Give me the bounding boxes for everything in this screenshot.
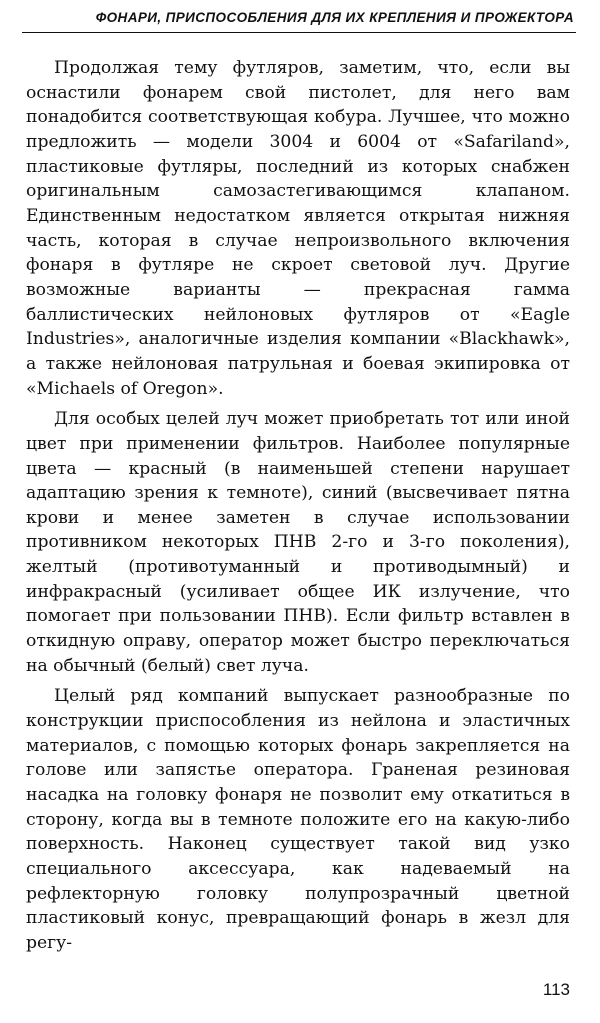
running-header — [22, 10, 576, 38]
paragraph-mounts: Целый ряд компаний выпускает разнообразные по конструкции приспособления из нейлона и эластичных материалов, с помощью которых фонарь закрепляется на голове или запястье оператора. Граненая резиновая насадка на головку фонаря не позволит ему откатиться в сторону, когда вы в темноте положите его на какую-либо поверхность. Наконец существует такой вид узко специального аксессуара, как надеваемый на рефлекторную головку полупрозрачный цветной пластиковый конус, превращающий фонарь в жезл для регу- — [26, 686, 570, 953]
header-rule — [22, 32, 576, 33]
paragraph-filters: Для особых целей луч может приобретать тот или иной цвет при применении фильтров. Наиболее популярные цвета — красный (в наименьшей степени нарушает адаптацию зрения к темноте), синий (высвечивает пятна крови и менее заметен в случае использовании противником некоторых ПНВ 2-го и 3-го поколения), желтый (противотуманный и противодымный) и инфракрасный (усиливает общее ИК излучение, что помогает при пользовании ПНВ). Если фильтр вставлен в откидную оправу, оператор может быстро переключаться на обычный (белый) свет луча. — [26, 409, 570, 676]
header-title: ФОНАРИ, ПРИСПОСОБЛЕНИЯ ДЛЯ ИХ КРЕПЛЕНИЯ И ПРОЖЕКТОРА — [95, 10, 574, 25]
body-text — [26, 56, 570, 956]
page-number: 113 — [542, 980, 570, 999]
paragraph-holsters: Продолжая тему футляров, заметим, что, если вы оснастили фонарем свой пистолет, для него вам понадобится соответствующая кобура. Лучшее, что можно предложить — модели 3004 и 6004 от «Safariland», пластиковые футляры, последний из которых снабжен оригинальным самозастегивающимся клапаном. Единственным недостатком является открытая нижняя часть, которая в случае непроизвольного включения фонаря в футляре не скроет световой луч. Другие возможные варианты — прекрасная гамма баллистических нейлоновых футляров от «Eagle Industries», аналогичные изделия компании «Blackhawk», а также нейлоновая патрульная и боевая экипировка от «Michaels of Oregon». — [26, 58, 570, 399]
